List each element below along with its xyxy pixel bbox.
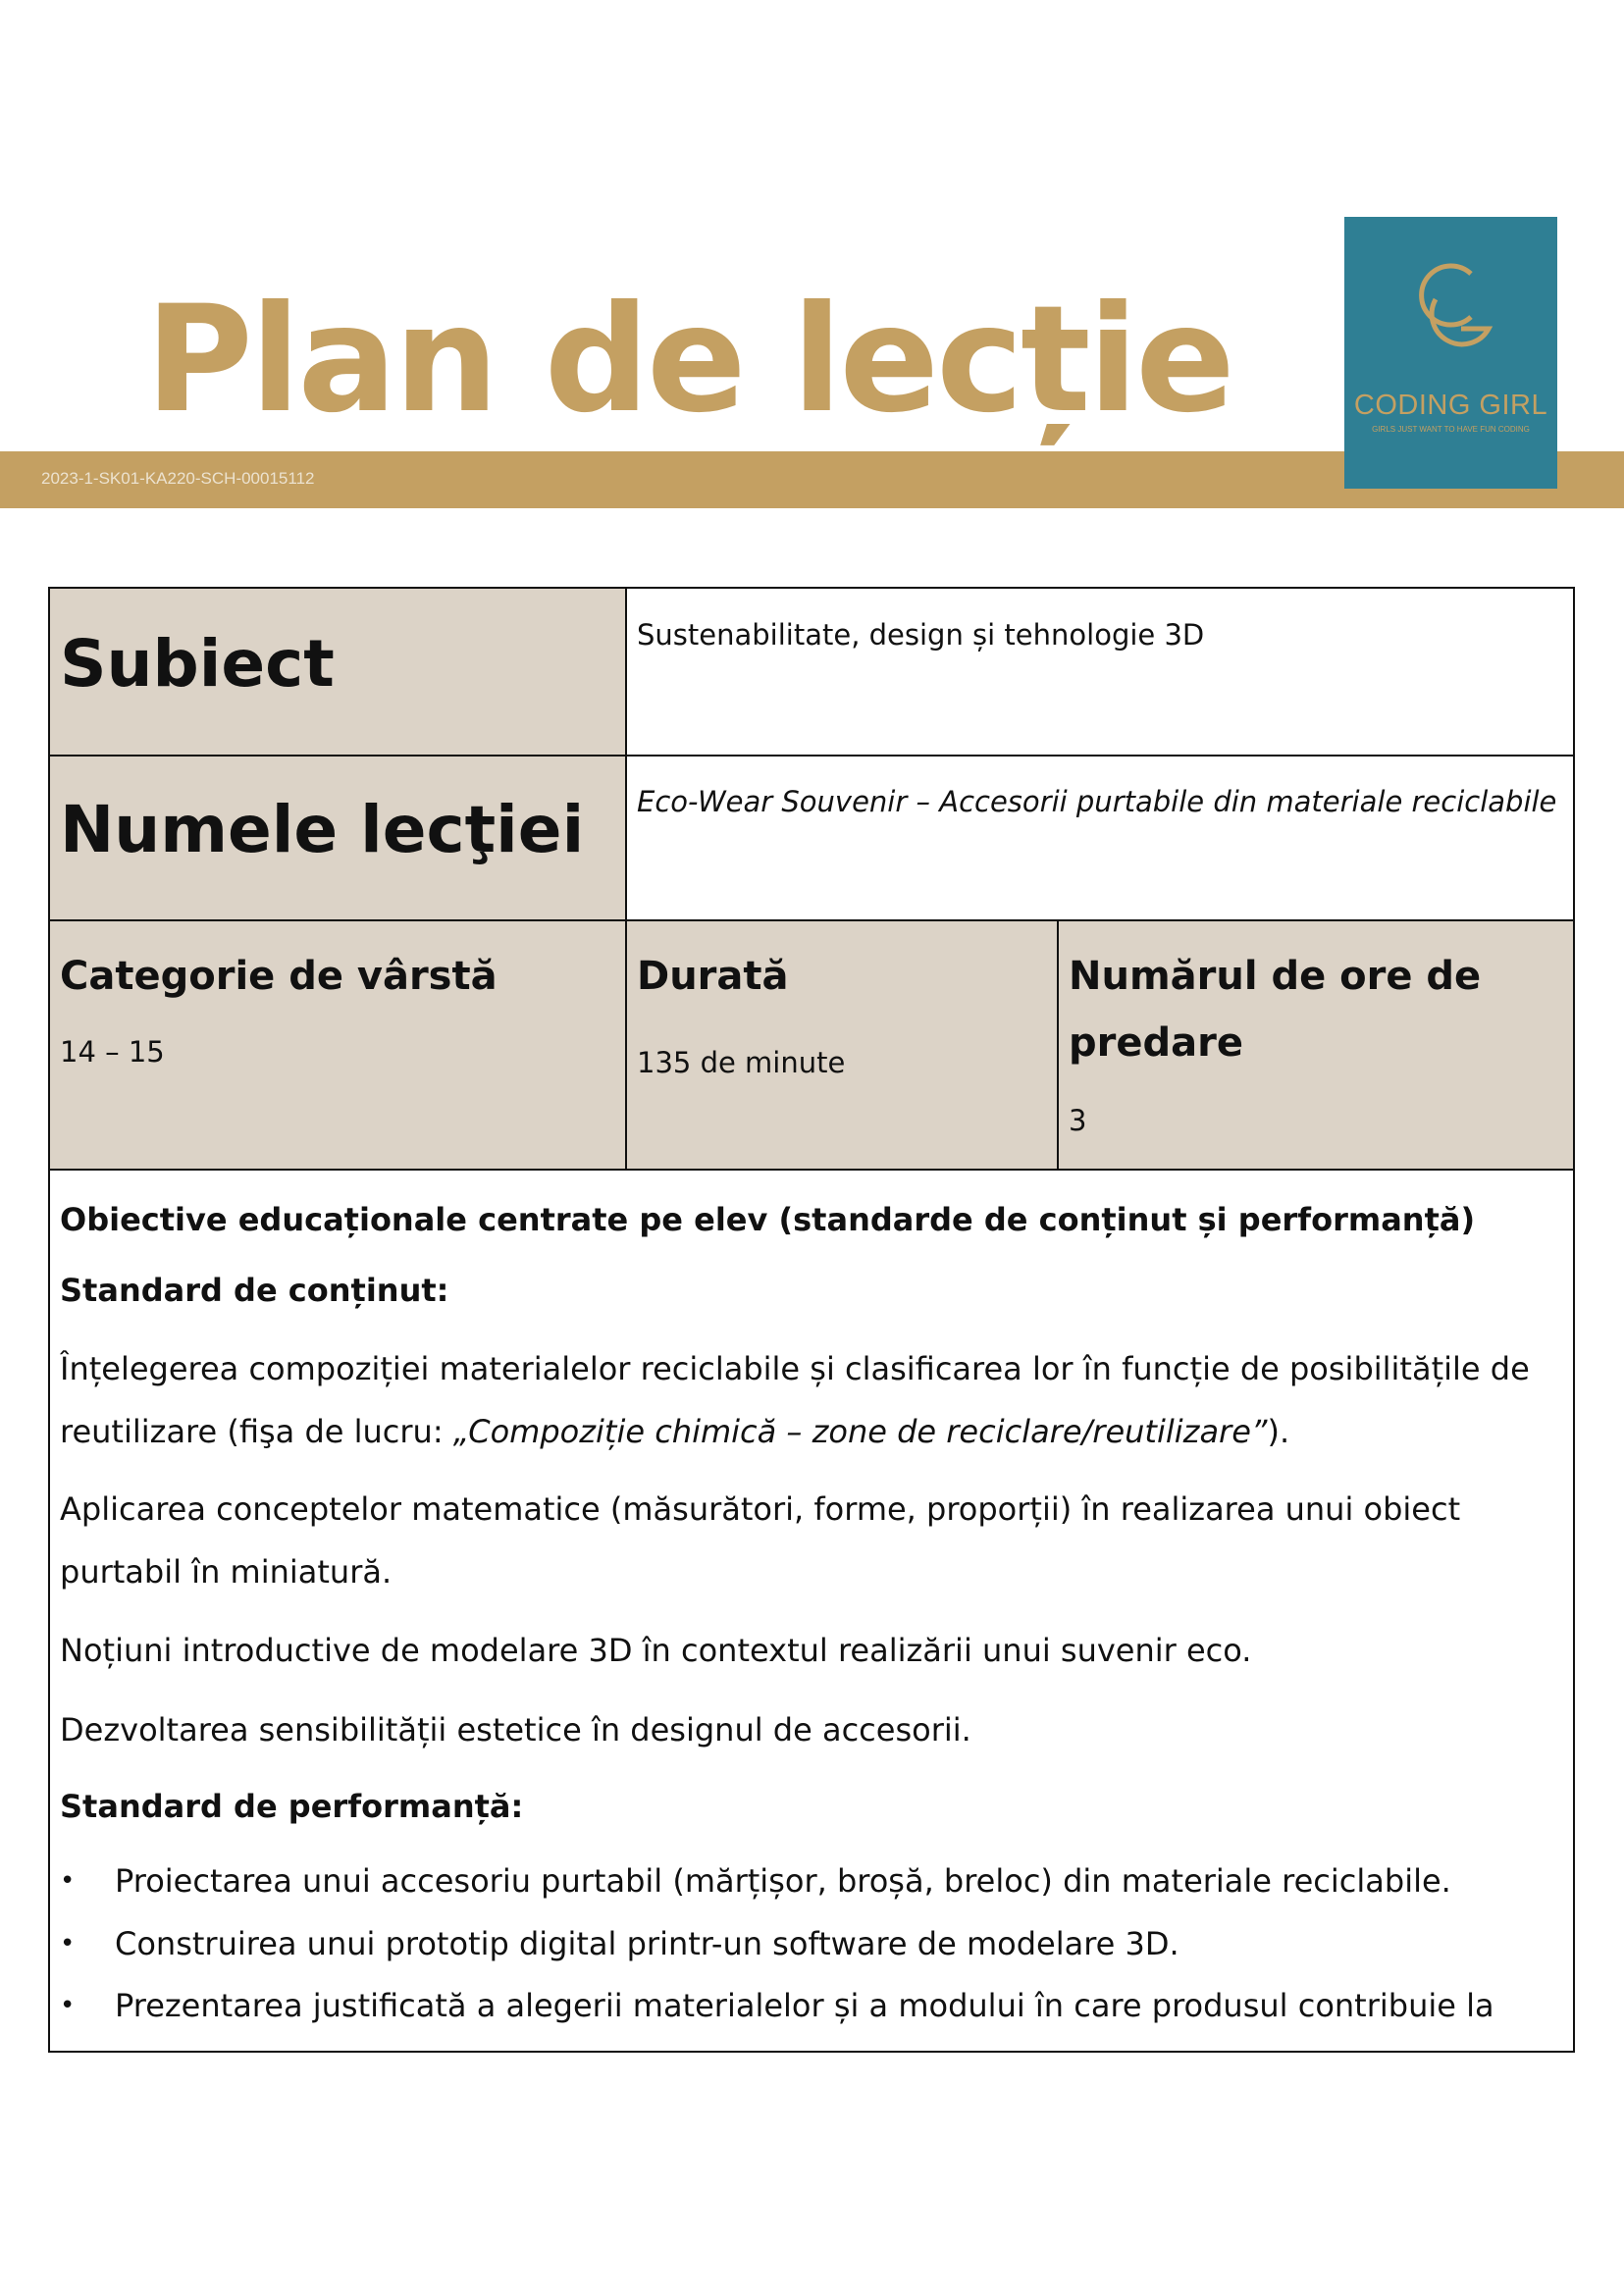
content-item-1 — [60, 1337, 1561, 1463]
content-item-1-end: ). — [1267, 1413, 1290, 1450]
content-item-1-intro: Înțelegerea compoziției materialelor reciclabile și clasificarea lor în funcție de posibilitățile de reutilizare (fişa de lucru: — [60, 1350, 1530, 1450]
coding-girl-logo — [1344, 217, 1557, 489]
hours-cell — [1059, 921, 1573, 1169]
table-divider — [50, 1169, 1573, 1171]
lesson-name-value-cell — [627, 757, 1573, 919]
content-item-3: Noțiuni introductive de modelare 3D în contextul realizării unui suvenir eco. — [60, 1632, 1252, 1669]
subject-value-cell — [627, 589, 1573, 755]
lesson-plan-table — [48, 587, 1575, 2053]
lesson-name-label-cell — [50, 757, 625, 919]
bullet-icon: • — [60, 1866, 76, 1896]
hours-label: Numărul de ore de predare — [1069, 954, 1482, 1066]
content-item-2: Aplicarea conceptelor matematice (măsurători, forme, proporții) în realizarea unui obiect purtabil în miniatură. — [60, 1490, 1461, 1591]
duration-label: Durată — [637, 954, 789, 999]
logo-name: CODING GIRL — [1353, 390, 1548, 421]
bullet-icon: • — [60, 1929, 76, 1958]
duration-cell — [627, 921, 1057, 1169]
performance-item: Construirea unui prototip digital printr-un software de modelare 3D. — [115, 1925, 1179, 1962]
lesson-name-label: Numele lecţiei — [60, 792, 585, 867]
table-divider — [50, 755, 1573, 757]
subject-label-cell — [50, 589, 625, 755]
project-code: 2023-1-SK01-KA220-SCH-00015112 — [41, 469, 315, 488]
table-divider — [625, 589, 627, 1169]
worksheet-title: „Compoziție chimică – zone de reciclare/reutilizare” — [452, 1413, 1268, 1450]
lesson-name-value: Eco-Wear Souvenir – Accesorii purtabile din materiale reciclabile — [637, 785, 1557, 818]
content-item-4: Dezvoltarea sensibilității estetice în designul de accesorii. — [60, 1711, 971, 1748]
content-standard-heading: Standard de conținut: — [60, 1272, 449, 1309]
subject-value: Sustenabilitate, design și tehnologie 3D — [637, 618, 1205, 652]
objectives-heading: Obiective educaționale centrate pe elev (standarde de conținut și performanță) — [60, 1201, 1476, 1238]
page-title: Plan de lecție — [145, 275, 1232, 445]
performance-item: Proiectarea unui accesoriu purtabil (mărțișor, broșă, breloc) din materiale reciclabile. — [115, 1862, 1451, 1900]
duration-value: 135 de minute — [637, 1046, 846, 1079]
logo-tagline: GIRLS JUST WANT TO HAVE FUN CODING — [1372, 425, 1530, 434]
bullet-icon: • — [60, 1991, 76, 2020]
subject-label: Subiect — [60, 626, 335, 702]
table-divider — [50, 919, 1573, 921]
hours-value: 3 — [1069, 1104, 1087, 1137]
table-divider — [1057, 921, 1059, 1169]
age-value: 14 – 15 — [60, 1035, 165, 1069]
cg-monogram-icon — [1402, 256, 1500, 362]
performance-item: Prezentarea justificată a alegerii materialelor și a modului în care produsul contribuie la — [115, 1987, 1494, 2024]
performance-standard-heading: Standard de performanță: — [60, 1788, 524, 1825]
age-label: Categorie de vârstă — [60, 954, 498, 999]
age-cell — [50, 921, 625, 1169]
